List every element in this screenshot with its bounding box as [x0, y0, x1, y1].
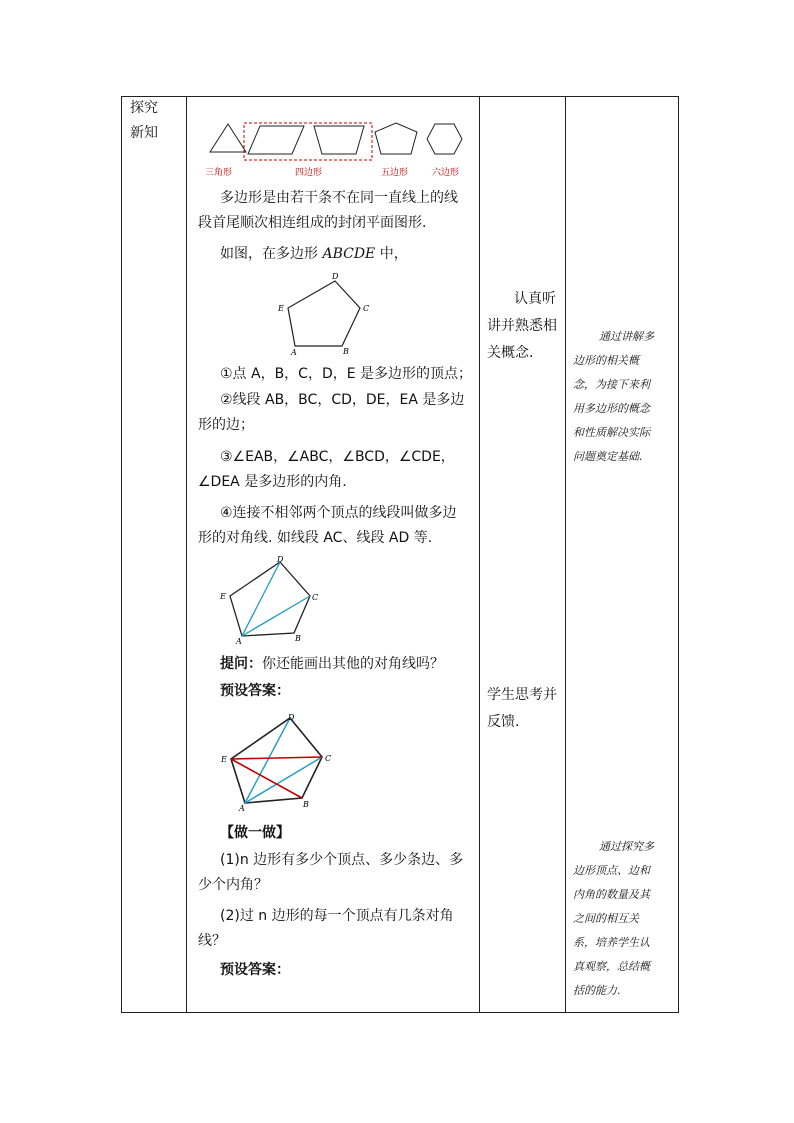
hexagon-caption: 六边形 [432, 168, 460, 178]
answer-label-1: 预设答案： [220, 683, 290, 699]
item2-line2: 形的边； [198, 417, 254, 433]
pentagon-outline-2 [230, 562, 310, 636]
triangle-shape [210, 124, 246, 152]
q1-line2: 少个内角？ [198, 877, 268, 893]
item3-line2: ∠DEA 是多边形的内角. [198, 474, 347, 490]
trapezoid-shape [314, 126, 364, 154]
intent2-line2: 边形顶点、边和 [573, 864, 650, 877]
table-divider-2 [479, 96, 480, 1013]
section-label-line2: 新知 [130, 125, 158, 141]
intent1-line1: 通过讲解多 [599, 330, 654, 343]
figure-intro-pre: 如图，在多边形 [220, 246, 323, 262]
intent2-line4: 之间的相互关 [573, 912, 639, 925]
polygon-shapes-figure [200, 118, 470, 188]
item4-line1: ④连接不相邻两个顶点的线段叫做多边 [220, 505, 457, 521]
label-a: A [291, 348, 297, 357]
intent1-line6: 问题奠定基础. [573, 450, 643, 463]
section-label [130, 96, 180, 146]
diagonal-ec [231, 757, 322, 759]
q1-line1: (1)n 边形有多少个顶点、多少条边、多 [220, 852, 464, 868]
pentagon-outline-3 [231, 718, 322, 803]
pentagon-shape [375, 123, 417, 154]
student-activity-2-l1: 学生思考并 [487, 687, 557, 703]
definition-line1: 多边形是由若干条不在同一直线上的线 [220, 190, 458, 206]
label-d: D [332, 272, 339, 281]
intent2-line6: 真观察，总结概 [573, 960, 650, 973]
parallelogram-shape [248, 126, 304, 154]
label-c-3: C [325, 754, 332, 763]
item3-line1: ③∠EAB，∠ABC，∠BCD，∠CDE， [220, 449, 455, 465]
do-it-heading: 【做一做】 [220, 825, 290, 841]
answer-label-2: 预设答案： [220, 962, 290, 978]
table-divider-3 [565, 96, 566, 1013]
label-e-3: E [221, 755, 227, 764]
quad-caption: 四边形 [295, 168, 323, 178]
pentagon-outline-1 [288, 281, 360, 346]
label-e-2: E [220, 592, 226, 601]
label-b: B [343, 347, 349, 356]
item1-vertices: ①点 A，B，C，D，E 是多边形的顶点； [220, 366, 473, 382]
question-text: 你还能画出其他的对角线吗？ [262, 656, 444, 672]
label-a-3: A [239, 804, 245, 813]
student-activity-2-l2: 反馈. [487, 714, 520, 730]
item2-line1: ②线段 AB，BC，CD，DE，EA 是多边 [220, 392, 465, 408]
intent1-line2: 边形的相关概 [573, 354, 639, 367]
label-d-3: D [288, 713, 295, 722]
item4-line2: 形的对角线. 如线段 AC、线段 AD 等. [198, 530, 433, 546]
intent2-line1: 通过探究多 [599, 840, 654, 853]
pentagon-caption: 五边形 [381, 168, 409, 178]
label-a-2: A [236, 637, 242, 646]
label-b-3: B [303, 800, 309, 809]
figure-intro [220, 242, 408, 267]
pentagon-figure-2 [218, 555, 328, 645]
label-e: E [278, 304, 284, 313]
label-c-2: C [312, 593, 319, 602]
design-intent-2 [573, 835, 671, 1003]
definition-line2: 段首尾顺次相连组成的封闭平面图形. [198, 215, 427, 231]
question-label: 提问： [220, 656, 262, 672]
pentagon-figure-1 [275, 270, 375, 360]
student-activity-1-l1: 认真听 [514, 291, 556, 307]
question [220, 652, 444, 677]
table-divider-1 [186, 96, 187, 1013]
intent2-line3: 内角的数量及其 [573, 888, 650, 901]
intent2-line5: 系，培养学生认 [573, 936, 650, 949]
label-c: C [363, 304, 370, 313]
student-activity-1-l3: 关概念. [487, 345, 534, 361]
design-intent-1 [573, 325, 671, 469]
intent1-line3: 念，为接下来利 [573, 378, 650, 391]
figure-intro-post: 中， [375, 246, 408, 262]
intent1-line4: 用多边形的概念 [573, 402, 650, 415]
label-b-2: B [295, 634, 301, 643]
section-label-line1: 探究 [130, 100, 158, 116]
polygon-name: ABCDE [322, 246, 376, 262]
student-activity-1-l2: 讲并熟悉相 [487, 318, 557, 334]
label-d-2: D [277, 555, 284, 564]
q2-line1: (2)过 n 边形的每一个顶点有几条对角 [220, 908, 454, 924]
q2-line2: 线？ [198, 933, 226, 949]
intent1-line5: 和性质解决实际 [573, 426, 650, 439]
hexagon-shape [427, 124, 462, 154]
triangle-caption: 三角形 [205, 168, 233, 178]
pentagon-figure-3 [218, 710, 338, 813]
intent2-line7: 括的能力. [573, 984, 621, 997]
